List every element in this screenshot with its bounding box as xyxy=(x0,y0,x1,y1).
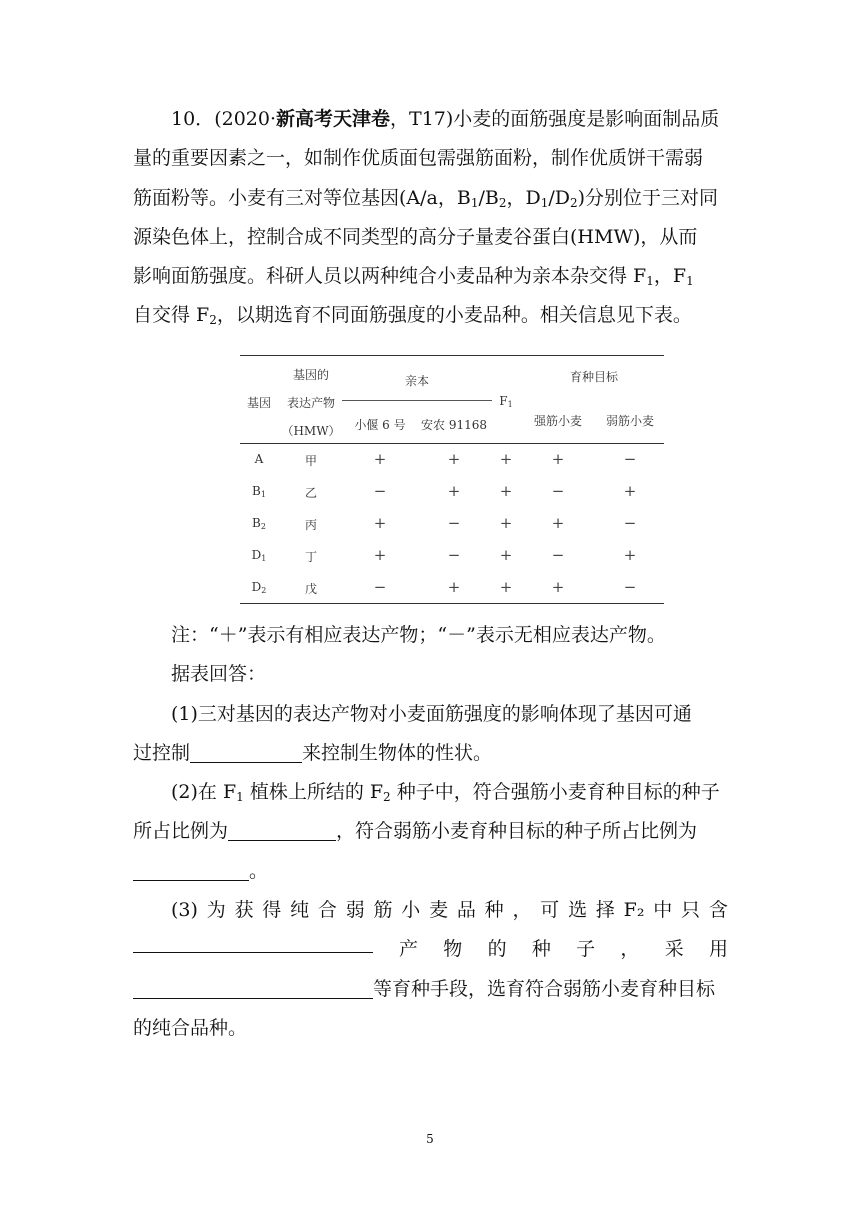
q3-word: 小 xyxy=(401,899,421,922)
header-goal-weak: 弱筋小麦 xyxy=(605,414,655,428)
header-parent-b: 安农 91168 xyxy=(421,418,487,432)
row-gene: $B_2$ xyxy=(252,516,266,531)
q3-line-2 xyxy=(133,930,728,969)
q3-line-3: 等育种手段，选育符合弱筋小麦育种目标 xyxy=(133,970,728,1009)
q3-word: (3) xyxy=(171,899,198,922)
table-cell: + xyxy=(373,546,387,564)
table-cell: + xyxy=(499,546,513,564)
q3-word: 种 xyxy=(531,938,551,961)
q3-word: 合 xyxy=(317,899,337,922)
table-cell: + xyxy=(623,482,637,500)
table-cell: + xyxy=(623,546,637,564)
header-gene: 基因 xyxy=(246,396,272,410)
q3-word: 纯 xyxy=(290,899,310,922)
table-header-rule xyxy=(240,443,664,444)
row-product: 丁 xyxy=(304,550,318,564)
table-cell: + xyxy=(551,514,565,532)
header-goal-strong: 强筋小麦 xyxy=(533,414,583,428)
answer-prompt: 据表回答： xyxy=(171,663,267,686)
table-cell: + xyxy=(499,482,513,500)
table-cell: − xyxy=(551,482,565,500)
row-gene: $B_1$ xyxy=(252,484,266,499)
q2-line-1: (2)在 $F_1$ 植株上所结的 $F_2$ 种子中，符合强筋小麦育种目标的种子 xyxy=(171,781,720,805)
table-cell: − xyxy=(551,546,565,564)
q3-word: 麦 xyxy=(429,899,449,922)
q3-word: 的 xyxy=(487,938,507,961)
q3-word: 只 xyxy=(681,899,701,922)
table-cell: + xyxy=(499,450,513,468)
q3-word: F₂ xyxy=(623,899,645,922)
q3-word: 含 xyxy=(708,899,728,922)
q3-word: 择 xyxy=(595,899,615,922)
header-product-line-2: 表达产物 xyxy=(286,396,336,410)
table-cell: − xyxy=(447,514,461,532)
table-cell: + xyxy=(447,450,461,468)
q3-word: ， xyxy=(512,899,532,922)
q2-line-3: 。 xyxy=(133,852,728,891)
q3-line-4: 的纯合品种。 xyxy=(133,1016,248,1039)
q3-word: 弱 xyxy=(345,899,365,922)
table-cell: + xyxy=(447,578,461,596)
row-product: 戊 xyxy=(304,582,318,596)
q3-word: 筋 xyxy=(373,899,393,922)
stem-line-2: 量的重要因素之一，如制作优质面包需强筋面粉，制作优质饼干需弱 xyxy=(133,147,704,170)
q3-word: 中 xyxy=(653,899,673,922)
question-source: 新高考天津卷 xyxy=(276,108,391,130)
q3-product-blank[interactable] xyxy=(133,930,373,953)
table-cell: + xyxy=(373,514,387,532)
stem-line-6: 自交得 $F_2$，以期选育不同面筋强度的小麦品种。相关信息见下表。 xyxy=(133,304,692,328)
q3-word: ， xyxy=(620,938,640,961)
header-parents: 亲本 xyxy=(404,374,430,388)
q3-word: 用 xyxy=(708,938,728,961)
table-note: 注：“＋”表示有相应表达产物；“－”表示无相应表达产物。 xyxy=(171,624,666,646)
stem-line-5: 影响面筋强度。科研人员以两种纯合小麦品种为亲本杂交得 $F_1$，$F_1$ xyxy=(133,265,694,289)
table-cell: − xyxy=(623,514,637,532)
q1-answer-blank[interactable] xyxy=(190,740,302,763)
q3-line-1 xyxy=(133,891,728,930)
table-bottom-rule xyxy=(240,603,664,604)
parents-underline xyxy=(342,400,492,401)
header-f1: $F_1$ xyxy=(499,394,513,409)
q3-method-blank[interactable] xyxy=(133,976,373,999)
row-product: 甲 xyxy=(304,454,318,468)
q3-word: 得 xyxy=(262,899,282,922)
q1-line-2: 过控制 来控制生物体的性状。 xyxy=(133,741,493,764)
row-gene: $D_2$ xyxy=(251,580,267,595)
table-cell: + xyxy=(551,450,565,468)
q3-word: 产 xyxy=(399,938,419,961)
table-cell: + xyxy=(447,482,461,500)
q3-word: 子 xyxy=(576,938,596,961)
q1-line-1: (1)三对基因的表达产物对小麦面筋强度的影响体现了基因可通 xyxy=(171,702,692,725)
table-cell: − xyxy=(447,546,461,564)
header-product-line-3: （HMW） xyxy=(281,424,341,438)
answer-section xyxy=(133,616,728,1048)
table-cell: + xyxy=(551,578,565,596)
stem-line-4: 源染色体上，控制合成不同类型的高分子量麦谷蛋白(HMW)，从而 xyxy=(133,225,698,248)
table-cell: + xyxy=(499,578,513,596)
row-product: 乙 xyxy=(304,486,318,500)
table-cell: − xyxy=(623,450,637,468)
q3-word: 品 xyxy=(456,899,476,922)
gene-table xyxy=(240,355,664,605)
table-cell: + xyxy=(373,450,387,468)
table-cell: − xyxy=(373,482,387,500)
q2-strong-ratio-blank[interactable] xyxy=(228,818,336,841)
row-product: 丙 xyxy=(304,518,318,532)
q3-word: 为 xyxy=(206,899,226,922)
q2-line-2: 所占比例为 ，符合弱筋小麦育种目标的种子所占比例为 xyxy=(133,820,698,843)
table-top-rule xyxy=(240,355,664,356)
header-product-line-1: 基因的 xyxy=(292,368,330,382)
table-cell: − xyxy=(623,578,637,596)
row-gene: $D_1$ xyxy=(251,548,267,563)
q3-word: 采 xyxy=(664,938,684,961)
table-cell: + xyxy=(499,514,513,532)
header-parent-a: 小偃 6 号 xyxy=(354,418,406,432)
stem-line-1: 10．(2020·新高考天津卷，T17)小麦的面筋强度是影响面制品质 xyxy=(171,108,720,130)
q3-word: 获 xyxy=(234,899,254,922)
question-stem xyxy=(133,100,728,336)
header-goal: 育种目标 xyxy=(569,370,619,384)
question-number: 10． xyxy=(171,108,215,130)
row-gene: A xyxy=(254,452,264,466)
q2-weak-ratio-blank[interactable] xyxy=(133,858,249,881)
q3-word: 可 xyxy=(540,899,560,922)
table-cell: − xyxy=(373,578,387,596)
page-number: 5 xyxy=(426,1132,434,1146)
q3-word: 选 xyxy=(568,899,588,922)
stem-line-3: 筋面粉等。小麦有三对等位基因(A/a，$B_1/B_2$，$D_1/D_2$)分别位于三对同 xyxy=(133,186,719,210)
q3-word: 物 xyxy=(443,938,463,961)
q3-word: 种 xyxy=(484,899,504,922)
